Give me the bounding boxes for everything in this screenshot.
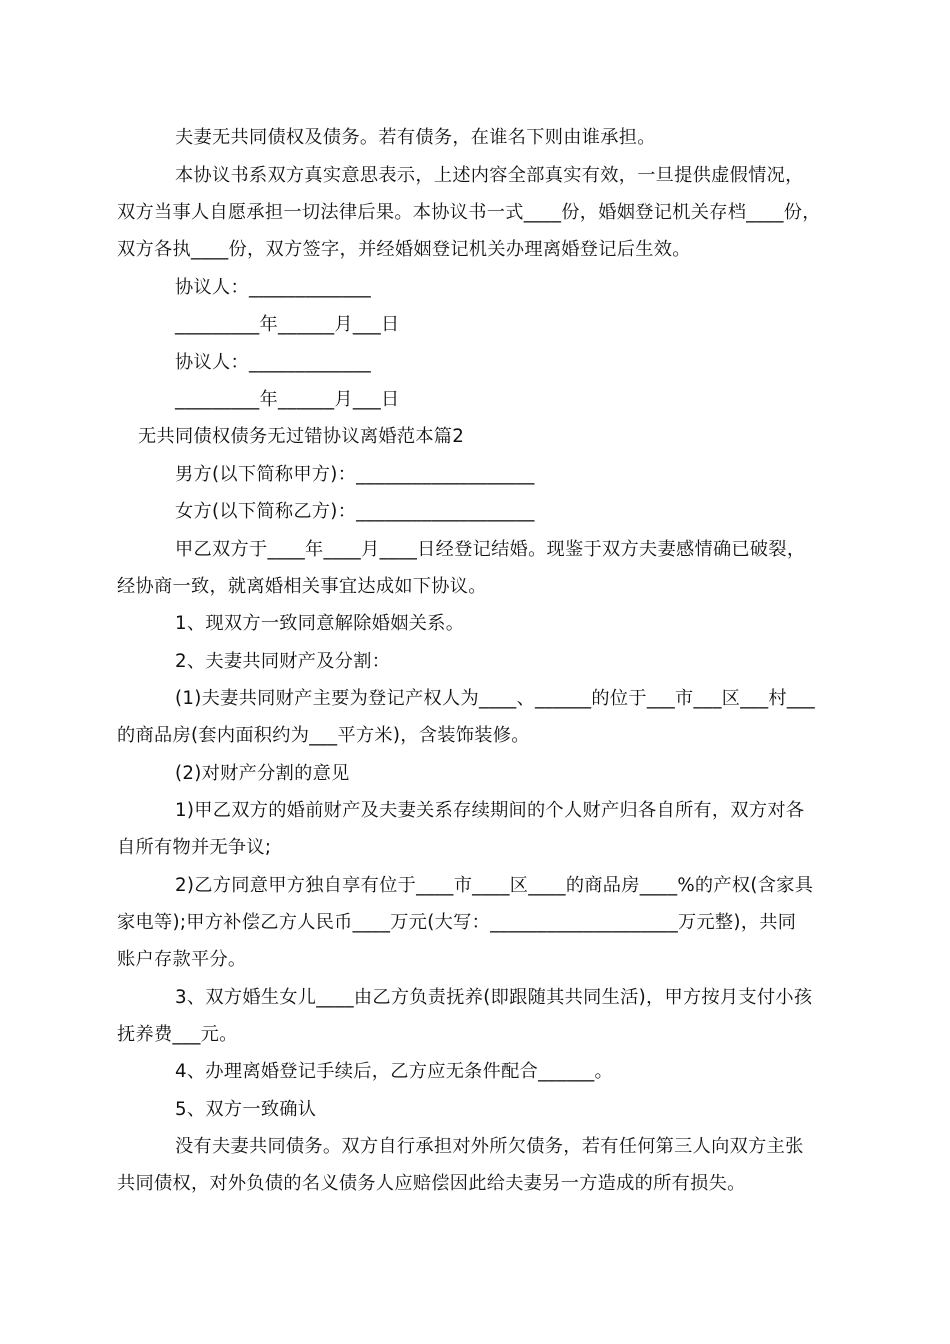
date-line: _________年______月___日 — [175, 314, 400, 335]
section-heading: 无共同债权债务无过错协议离婚范本篇2 — [138, 426, 465, 447]
clause-line: 5、双方一致确认 — [175, 1099, 317, 1120]
clause-line: 4、办理离婚登记手续后，乙方应无条件配合______。 — [175, 1061, 613, 1082]
date-line: _________年______月___日 — [175, 389, 400, 410]
clause-line: 1、现双方一致同意解除婚姻关系。 — [175, 613, 465, 634]
paragraph-line: 经协商一致，就离婚相关事宜达成如下协议。 — [117, 576, 487, 597]
paragraph-line: 没有夫妻共同债务。双方自行承担对外所欠债务，若有任何第三人向双方主张 — [175, 1136, 804, 1157]
paragraph-line: 的商品房(套内面积约为___平方米)，含装饰装修。 — [117, 725, 530, 746]
clause-line: 2)乙方同意甲方独自享有位于____市____区____的商品房____%的产权(含家具 — [175, 875, 814, 896]
paragraph-line: 抚养费___元。 — [117, 1024, 238, 1045]
clause-line: (2)对财产分割的意见 — [175, 763, 350, 784]
party-line: 女方(以下简称乙方)：___________________ — [175, 501, 535, 522]
signature-line: 协议人：_____________ — [175, 277, 372, 298]
paragraph-line: 双方各执____份，双方签字，并经婚姻登记机关办理离婚登记后生效。 — [117, 239, 691, 260]
clause-line: 3、双方婚生女儿____由乙方负责抚养(即跟随其共同生活)，甲方按月支付小孩 — [175, 987, 813, 1008]
clause-line: 1)甲乙双方的婚前财产及夫妻关系存续期间的个人财产归各自所有，双方对各 — [175, 800, 805, 821]
paragraph-line: 家电等);甲方补偿乙方人民币____万元(大写：____________________万元整)，共同 — [117, 912, 797, 933]
paragraph-line: 账户存款平分。 — [117, 949, 247, 970]
paragraph-line: 本协议书系双方真实意思表示，上述内容全部真实有效，一旦提供虚假情况， — [175, 165, 804, 186]
party-line: 男方(以下简称甲方)：___________________ — [175, 464, 535, 485]
paragraph-line: 双方当事人自愿承担一切法律后果。本协议书一式____份，婚姻登记机关存档____份， — [117, 202, 821, 223]
paragraph-line: 自所有物并无争议; — [117, 837, 272, 858]
clause-line: 2、夫妻共同财产及分割： — [175, 651, 391, 672]
clause-line: (1)夫妻共同财产主要为登记产权人为____、______的位于___市___区___村___ — [175, 688, 816, 709]
paragraph-line: 甲乙双方于____年____月____日经登记结婚。现鉴于双方夫妻感情确已破裂， — [175, 539, 806, 560]
signature-line: 协议人：_____________ — [175, 352, 372, 373]
paragraph-line: 夫妻无共同债权及债务。若有债务，在谁名下则由谁承担。 — [175, 127, 656, 148]
paragraph-line: 共同债权，对外负债的名义债务人应赔偿因此给夫妻另一方造成的所有损失。 — [117, 1173, 746, 1194]
